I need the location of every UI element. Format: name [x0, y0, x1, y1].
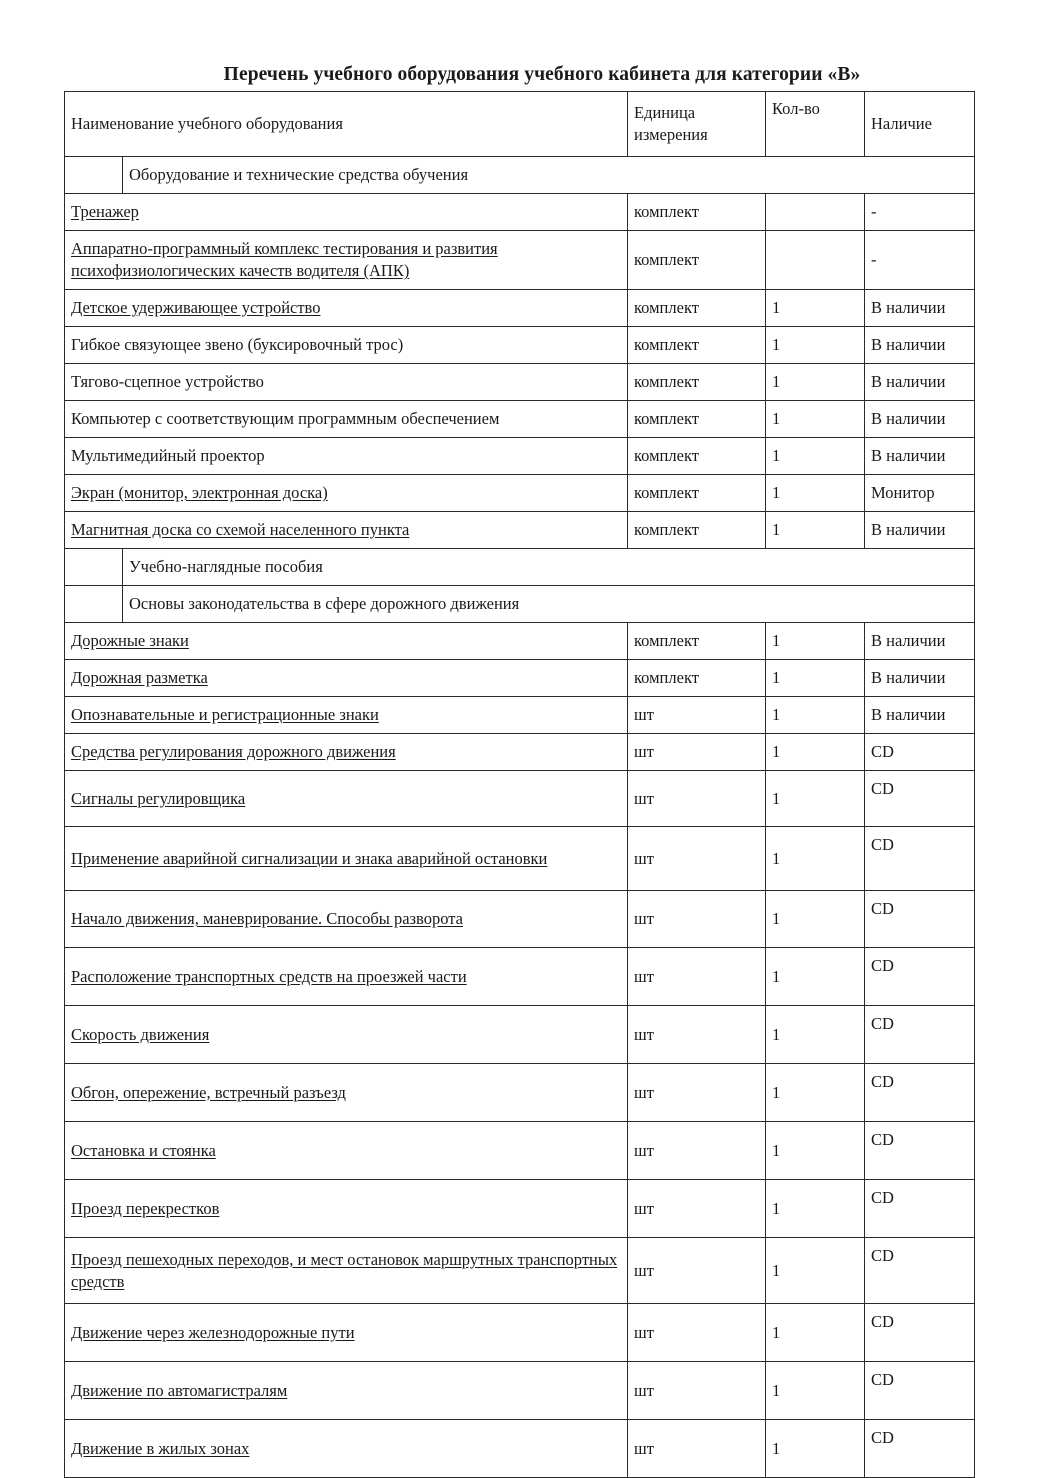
- item-unit: шт: [628, 948, 766, 1006]
- item-status: В наличии: [865, 697, 975, 734]
- item-qty: 1: [766, 623, 865, 660]
- item-unit: шт: [628, 1420, 766, 1478]
- item-qty: 1: [766, 1006, 865, 1064]
- item-unit: шт: [628, 734, 766, 771]
- item-status: CD: [865, 771, 975, 827]
- item-qty: 1: [766, 697, 865, 734]
- item-status: В наличии: [865, 327, 975, 364]
- item-status: В наличии: [865, 623, 975, 660]
- item-name: Проезд пешеходных переходов, и мест остановок маршрутных транспортных средств: [65, 1238, 628, 1304]
- item-status: В наличии: [865, 401, 975, 438]
- header-unit: Единица измерения: [628, 92, 766, 157]
- item-qty: 1: [766, 1420, 865, 1478]
- header-status: Наличие: [865, 92, 975, 157]
- item-unit: комплект: [628, 401, 766, 438]
- item-name: Гибкое связующее звено (буксировочный трос): [65, 327, 628, 364]
- item-qty: 1: [766, 891, 865, 948]
- item-name: Магнитная доска со схемой населенного пункта: [65, 512, 628, 549]
- item-status: В наличии: [865, 660, 975, 697]
- section-equipment: Оборудование и технические средства обучения: [123, 157, 975, 194]
- item-qty: 1: [766, 771, 865, 827]
- item-unit: комплект: [628, 231, 766, 290]
- item-qty: 1: [766, 1122, 865, 1180]
- item-status: CD: [865, 827, 975, 891]
- table-row: [65, 827, 975, 891]
- item-status: CD: [865, 1006, 975, 1064]
- table-row: [65, 1006, 975, 1064]
- item-name: Начало движения, маневрирование. Способы разворота: [65, 891, 628, 948]
- table-row: [65, 290, 975, 327]
- item-qty: [766, 231, 865, 290]
- item-qty: 1: [766, 1238, 865, 1304]
- table-row: [65, 734, 975, 771]
- header-name: Наименование учебного оборудования: [65, 92, 628, 157]
- item-status: CD: [865, 734, 975, 771]
- item-unit: комплект: [628, 438, 766, 475]
- item-name: Тренажер: [65, 194, 628, 231]
- section-indent-cell: [65, 157, 123, 194]
- item-status: В наличии: [865, 438, 975, 475]
- item-name: Средства регулирования дорожного движения: [65, 734, 628, 771]
- item-name: Аппаратно-программный комплекс тестирования и развития психофизиологических качеств водителя (АПК): [65, 231, 628, 290]
- section-law: Основы законодательства в сфере дорожного движения: [123, 586, 975, 623]
- table-row: [65, 475, 975, 512]
- item-qty: 1: [766, 1180, 865, 1238]
- item-name: Дорожная разметка: [65, 660, 628, 697]
- item-status: -: [865, 231, 975, 290]
- table-row: [65, 660, 975, 697]
- table-row: [65, 623, 975, 660]
- table-row: [65, 512, 975, 549]
- item-qty: 1: [766, 290, 865, 327]
- item-status: CD: [865, 1122, 975, 1180]
- item-status: -: [865, 194, 975, 231]
- item-qty: 1: [766, 475, 865, 512]
- item-status: CD: [865, 1064, 975, 1122]
- item-status: В наличии: [865, 290, 975, 327]
- item-qty: 1: [766, 438, 865, 475]
- table-row: [65, 1304, 975, 1362]
- table-row: [65, 401, 975, 438]
- item-qty: 1: [766, 1064, 865, 1122]
- item-status: В наличии: [865, 364, 975, 401]
- item-unit: комплект: [628, 512, 766, 549]
- item-unit: шт: [628, 891, 766, 948]
- section-visual-aids: Учебно-наглядные пособия: [123, 549, 975, 586]
- item-qty: 1: [766, 660, 865, 697]
- item-name: Расположение транспортных средств на проезжей части: [65, 948, 628, 1006]
- table-row: [65, 1180, 975, 1238]
- table-row: [65, 1122, 975, 1180]
- item-unit: шт: [628, 1180, 766, 1238]
- item-status: CD: [865, 891, 975, 948]
- item-name: Опознавательные и регистрационные знаки: [65, 697, 628, 734]
- item-status: CD: [865, 1362, 975, 1420]
- item-name: Движение по автомагистралям: [65, 1362, 628, 1420]
- item-name: Дорожные знаки: [65, 623, 628, 660]
- item-unit: шт: [628, 1122, 766, 1180]
- item-unit: шт: [628, 1304, 766, 1362]
- item-status: CD: [865, 1238, 975, 1304]
- item-qty: 1: [766, 401, 865, 438]
- page-title: Перечень учебного оборудования учебного кабинета для категории «В»: [223, 64, 861, 85]
- item-name: Скорость движения: [65, 1006, 628, 1064]
- item-status: CD: [865, 1420, 975, 1478]
- item-unit: комплект: [628, 660, 766, 697]
- table-row: [65, 231, 975, 290]
- table-row: [65, 771, 975, 827]
- item-name: Применение аварийной сигнализации и знака аварийной остановки: [65, 827, 628, 891]
- item-unit: шт: [628, 827, 766, 891]
- item-name: Обгон, опережение, встречный разъезд: [65, 1064, 628, 1122]
- item-unit: комплект: [628, 327, 766, 364]
- item-status: CD: [865, 948, 975, 1006]
- item-name: Сигналы регулировщика: [65, 771, 628, 827]
- item-name: Остановка и стоянка: [65, 1122, 628, 1180]
- item-name: Проезд перекрестков: [65, 1180, 628, 1238]
- header-qty: Кол-во: [766, 92, 865, 157]
- item-qty: 1: [766, 327, 865, 364]
- item-qty: 1: [766, 512, 865, 549]
- table-row: [65, 697, 975, 734]
- item-unit: шт: [628, 771, 766, 827]
- item-status: В наличии: [865, 512, 975, 549]
- table-row: [65, 327, 975, 364]
- equipment-table: [64, 91, 975, 1478]
- item-status: CD: [865, 1304, 975, 1362]
- table-row: [65, 194, 975, 231]
- item-qty: 1: [766, 734, 865, 771]
- table-row: [65, 1420, 975, 1478]
- item-name: Движение в жилых зонах: [65, 1420, 628, 1478]
- item-name: Компьютер с соответствующим программным обеспечением: [65, 401, 628, 438]
- table-row: [65, 891, 975, 948]
- item-unit: шт: [628, 697, 766, 734]
- item-unit: комплект: [628, 475, 766, 512]
- section-row: [65, 157, 975, 194]
- item-unit: комплект: [628, 623, 766, 660]
- item-qty: 1: [766, 364, 865, 401]
- table-row: [65, 1064, 975, 1122]
- table-row: [65, 438, 975, 475]
- section-row: [65, 549, 975, 586]
- section-row: [65, 586, 975, 623]
- item-unit: шт: [628, 1064, 766, 1122]
- table-row: [65, 948, 975, 1006]
- item-qty: 1: [766, 1304, 865, 1362]
- item-qty: 1: [766, 1362, 865, 1420]
- table-header-row: [65, 92, 975, 157]
- table-row: [65, 1238, 975, 1304]
- table-row: [65, 364, 975, 401]
- item-unit: шт: [628, 1362, 766, 1420]
- item-qty: 1: [766, 827, 865, 891]
- item-qty: [766, 194, 865, 231]
- item-name: Тягово-сцепное устройство: [65, 364, 628, 401]
- item-unit: комплект: [628, 364, 766, 401]
- item-name: Мультимедийный проектор: [65, 438, 628, 475]
- item-unit: комплект: [628, 194, 766, 231]
- item-name: Движение через железнодорожные пути: [65, 1304, 628, 1362]
- item-unit: комплект: [628, 290, 766, 327]
- item-status: Монитор: [865, 475, 975, 512]
- item-qty: 1: [766, 948, 865, 1006]
- table-row: [65, 1362, 975, 1420]
- item-name: Экран (монитор, электронная доска): [65, 475, 628, 512]
- item-name: Детское удерживающее устройство: [65, 290, 628, 327]
- item-status: CD: [865, 1180, 975, 1238]
- item-unit: шт: [628, 1238, 766, 1304]
- section-indent-cell: [65, 549, 123, 586]
- section-indent-cell: [65, 586, 123, 623]
- item-unit: шт: [628, 1006, 766, 1064]
